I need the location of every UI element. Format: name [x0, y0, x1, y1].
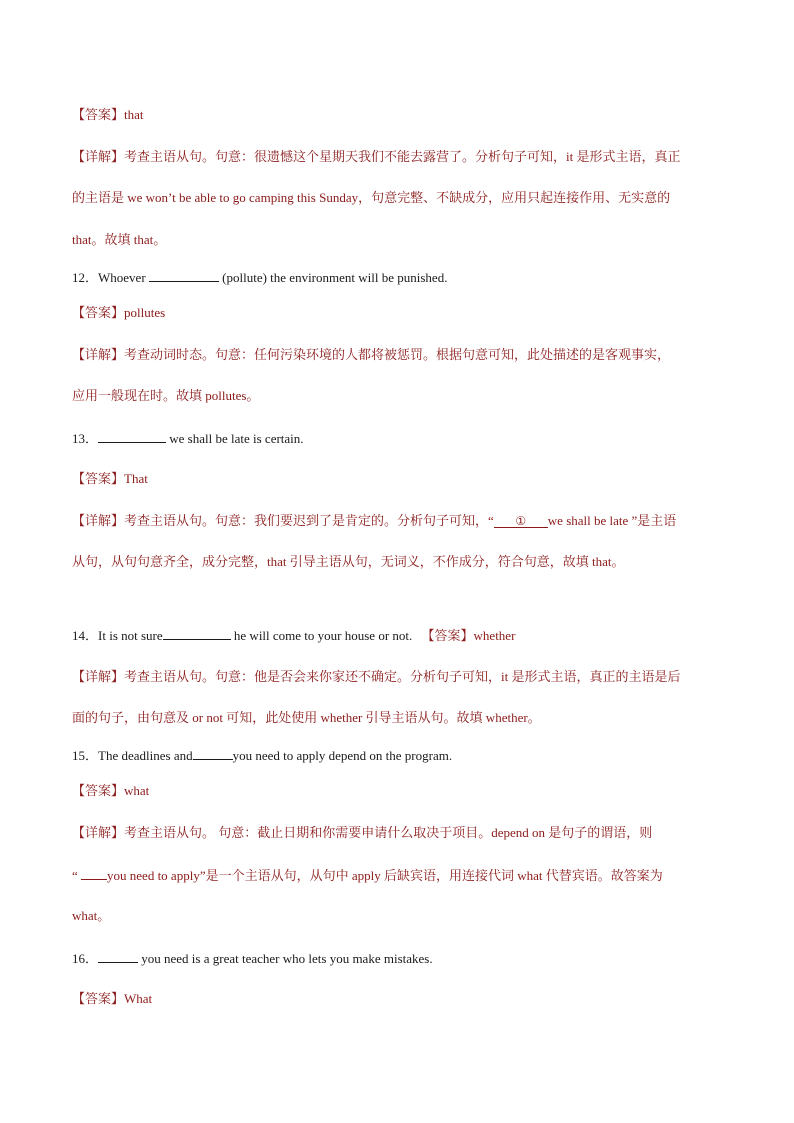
question-number: 14． — [72, 628, 99, 643]
detail-tag: 【详解】 — [72, 347, 125, 362]
answer-blank — [98, 949, 138, 963]
question-number: 15． — [72, 748, 99, 763]
answer-tag: 【答案】 — [72, 305, 125, 320]
answer-tag: 【答案】 — [72, 783, 125, 798]
answer-blank — [193, 746, 233, 760]
answer-tag: 【答案】 — [72, 107, 125, 122]
question-13: 13． we shall be late is certain. — [72, 431, 304, 446]
answer-blank — [149, 268, 219, 282]
detail-tag: 【详解】 — [72, 149, 125, 164]
answer-blank — [98, 429, 166, 443]
q16-answer — [72, 990, 732, 1008]
q15-detail-line-1: 【详解】考查主语从句。 句意：截止日期和你需要申请什么取决于项目。depend on 是句子的谓语，则 — [72, 825, 653, 840]
q11-answer — [72, 106, 732, 124]
q15-answer — [72, 782, 732, 800]
q11-detail-line-3: that。故填 that。 — [72, 232, 167, 247]
answer-tag: 【答案】 — [72, 991, 125, 1006]
answer-text: pollutes — [124, 305, 166, 320]
answer-text: What — [124, 991, 153, 1006]
detail-tag: 【详解】 — [72, 669, 125, 684]
detail-tag: 【详解】 — [72, 825, 125, 840]
answer-blank — [163, 626, 231, 640]
q12-detail-line-2: 应用一般现在时。故填 pollutes。 — [72, 388, 260, 403]
question-14: 14．It is not sure he will come to your house or not. 【答案】whether — [72, 628, 516, 643]
detail-tag: 【详解】 — [72, 513, 125, 528]
q12-detail-line-1: 【详解】考查动词时态。句意：任何污染环境的人都将被惩罚。根据句意可知，此处描述的是客观事实， — [72, 347, 671, 362]
marked-blank: ① — [494, 512, 548, 528]
question-16: 16． you need is a great teacher who lets you make mistakes. — [72, 951, 433, 966]
q11-detail-line-1: 【详解】考查主语从句。句意：很遗憾这个星期天我们不能去露营了。分析句子可知，it 是形式主语，真正 — [72, 149, 681, 164]
answer-text: that — [124, 107, 144, 122]
q11-detail-line-2: 的主语是 we won’t be able to go camping this Sunday，句意完整、不缺成分，应用只起连接作用、无实意的 — [72, 190, 671, 205]
question-number: 13． — [72, 431, 99, 446]
answer-text: That — [124, 471, 148, 486]
q14-detail-line-1: 【详解】考查主语从句。句意：他是否会来你家还不确定。分析句子可知，it 是形式主语，真正的主语是后 — [72, 669, 681, 684]
answer-blank — [81, 866, 107, 880]
question-15: 15．The deadlines and you need to apply depend on the program. — [72, 748, 453, 763]
q15-detail-line-2: “ you need to apply”是一个主语从句，从句中 apply 后缺宾语，用连接代词 what 代替宾语。故答案为 — [72, 868, 663, 883]
q13-detail-line-2: 从句，从句句意齐全，成分完整，that 引导主语从句，无词义，不作成分，符合句意，故填 that。 — [72, 554, 625, 569]
question-12: 12．Whoever (pollute) the environment will be punished. — [72, 270, 448, 285]
q14-detail-line-2: 面的句子，由句意及 or not 可知，此处使用 whether 引导主语从句。故填 whether。 — [72, 710, 541, 725]
answer-tag: 【答案】 — [72, 471, 125, 486]
q12-answer — [72, 304, 732, 322]
q15-detail-line-3: what。 — [72, 908, 111, 923]
answer-tag: 【答案】 — [421, 628, 474, 643]
question-number: 16． — [72, 951, 99, 966]
answer-text: what — [124, 783, 150, 798]
q13-answer — [72, 470, 732, 488]
answer-text: whether — [473, 628, 516, 643]
question-number: 12． — [72, 270, 99, 285]
q13-detail-line-1: 【详解】考查主语从句。句意：我们要迟到了是肯定的。分析句子可知，“ ① we shall be late ”是主语 — [72, 513, 677, 528]
